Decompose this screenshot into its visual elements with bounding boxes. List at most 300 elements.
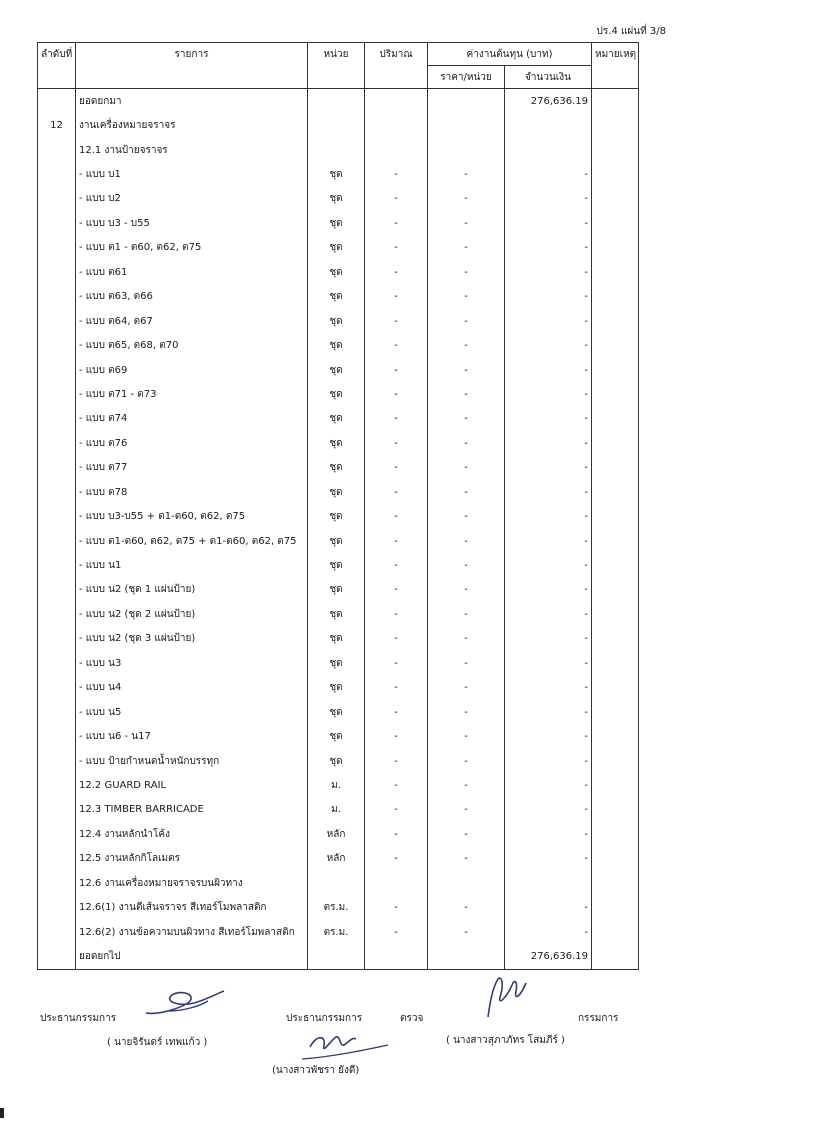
right-signer-label: กรรมการ bbox=[578, 1013, 619, 1024]
row-note bbox=[592, 553, 639, 577]
row-amount: - bbox=[505, 602, 592, 626]
row-item: - แบบ น6 - น17 bbox=[76, 724, 308, 748]
table-row bbox=[38, 260, 639, 284]
row-qty: - bbox=[365, 382, 428, 406]
row-unit-price: - bbox=[428, 358, 505, 382]
row-item: - แบบ ต63, ต66 bbox=[76, 285, 308, 309]
row-note bbox=[592, 407, 639, 431]
row-item: - แบบ ต77 bbox=[76, 456, 308, 480]
bottom-signer-name: (นางสาวพัชรา ยังดี) bbox=[272, 1065, 360, 1076]
row-unit-price: - bbox=[428, 529, 505, 553]
header-qty: ปริมาณ bbox=[365, 43, 428, 66]
row-qty: - bbox=[365, 651, 428, 675]
table-row bbox=[38, 724, 639, 748]
table-row bbox=[38, 871, 639, 895]
row-note bbox=[592, 382, 639, 406]
row-item: - แบบ ต76 bbox=[76, 431, 308, 455]
row-note bbox=[592, 920, 639, 944]
table-row bbox=[38, 211, 639, 235]
row-unit: ชุด bbox=[308, 627, 365, 651]
row-code bbox=[38, 89, 76, 114]
row-qty: - bbox=[365, 260, 428, 284]
row-note bbox=[592, 138, 639, 162]
row-item: - แบบ ต65, ต68, ต70 bbox=[76, 333, 308, 357]
row-unit-price: - bbox=[428, 700, 505, 724]
row-qty: - bbox=[365, 578, 428, 602]
table-row bbox=[38, 773, 639, 797]
header-note: หมายเหตุ bbox=[592, 43, 639, 66]
row-unit-price: - bbox=[428, 285, 505, 309]
row-unit-price: - bbox=[428, 382, 505, 406]
row-qty: - bbox=[365, 480, 428, 504]
row-unit-price bbox=[428, 138, 505, 162]
row-note bbox=[592, 700, 639, 724]
row-unit: ม. bbox=[308, 773, 365, 797]
table-row bbox=[38, 358, 639, 382]
table-row bbox=[38, 822, 639, 846]
table-row bbox=[38, 407, 639, 431]
row-unit-price: - bbox=[428, 504, 505, 528]
table-row bbox=[38, 602, 639, 626]
row-unit: ชุด bbox=[308, 285, 365, 309]
row-item: 12.6(2) งานข้อความบนผิวทาง สีเทอร์โมพลาสติก bbox=[76, 920, 308, 944]
row-qty: - bbox=[365, 285, 428, 309]
row-unit-price: - bbox=[428, 260, 505, 284]
row-qty: - bbox=[365, 676, 428, 700]
row-note bbox=[592, 504, 639, 528]
bottom-signature-mark bbox=[300, 1027, 390, 1063]
row-code bbox=[38, 187, 76, 211]
row-amount: - bbox=[505, 333, 592, 357]
scan-edge-mark bbox=[0, 1108, 4, 1118]
row-unit: ม. bbox=[308, 798, 365, 822]
row-amount: - bbox=[505, 676, 592, 700]
row-qty: - bbox=[365, 456, 428, 480]
row-unit-price: - bbox=[428, 309, 505, 333]
table-row bbox=[38, 285, 639, 309]
row-code bbox=[38, 871, 76, 895]
row-amount: - bbox=[505, 749, 592, 773]
header-spacer bbox=[592, 66, 639, 89]
table-row bbox=[38, 187, 639, 211]
row-unit: ชุด bbox=[308, 480, 365, 504]
row-code bbox=[38, 358, 76, 382]
row-amount: - bbox=[505, 382, 592, 406]
row-amount: - bbox=[505, 724, 592, 748]
row-unit-price bbox=[428, 871, 505, 895]
row-item: ยอดยกมา bbox=[76, 89, 308, 114]
row-code bbox=[38, 602, 76, 626]
row-note bbox=[592, 358, 639, 382]
row-unit-price: - bbox=[428, 798, 505, 822]
table-row bbox=[38, 89, 639, 114]
row-note bbox=[592, 236, 639, 260]
row-amount: - bbox=[505, 358, 592, 382]
header-spacer bbox=[365, 66, 428, 89]
row-unit-price: - bbox=[428, 822, 505, 846]
header-row-2 bbox=[38, 66, 639, 89]
row-amount: - bbox=[505, 456, 592, 480]
row-code bbox=[38, 260, 76, 284]
row-note bbox=[592, 309, 639, 333]
row-amount: - bbox=[505, 162, 592, 186]
row-qty: - bbox=[365, 920, 428, 944]
row-unit-price: - bbox=[428, 553, 505, 577]
row-amount: - bbox=[505, 211, 592, 235]
header-cost-group: ค่างานต้นทุน (บาท) bbox=[428, 43, 592, 66]
row-code bbox=[38, 895, 76, 919]
row-code bbox=[38, 382, 76, 406]
row-qty: - bbox=[365, 847, 428, 871]
row-qty: - bbox=[365, 700, 428, 724]
header-spacer bbox=[76, 66, 308, 89]
row-item: - แบบ ต61 bbox=[76, 260, 308, 284]
row-item: - แบบ น1 bbox=[76, 553, 308, 577]
row-unit: ชุด bbox=[308, 651, 365, 675]
table-row bbox=[38, 309, 639, 333]
row-code: 12 bbox=[38, 113, 76, 137]
row-qty: - bbox=[365, 309, 428, 333]
row-qty: - bbox=[365, 895, 428, 919]
row-qty: - bbox=[365, 553, 428, 577]
row-note bbox=[592, 773, 639, 797]
row-qty: - bbox=[365, 602, 428, 626]
row-qty: - bbox=[365, 773, 428, 797]
row-unit-price: - bbox=[428, 431, 505, 455]
row-qty: - bbox=[365, 431, 428, 455]
row-qty: - bbox=[365, 504, 428, 528]
row-item: - แบบ น2 (ชุด 1 แผ่นป้าย) bbox=[76, 578, 308, 602]
row-qty bbox=[365, 89, 428, 114]
row-amount: - bbox=[505, 847, 592, 871]
row-item: - แบบ ต69 bbox=[76, 358, 308, 382]
header-row-1 bbox=[38, 43, 639, 66]
row-unit-price: - bbox=[428, 895, 505, 919]
row-note bbox=[592, 822, 639, 846]
row-qty bbox=[365, 138, 428, 162]
row-note bbox=[592, 187, 639, 211]
header-spacer bbox=[308, 66, 365, 89]
check-label: ตรวจ bbox=[400, 1013, 424, 1024]
row-note bbox=[592, 578, 639, 602]
row-unit-price: - bbox=[428, 651, 505, 675]
row-amount: - bbox=[505, 309, 592, 333]
left-signer-label: ประธานกรรมการ bbox=[40, 1013, 117, 1024]
row-amount: - bbox=[505, 798, 592, 822]
row-item: - แบบ น4 bbox=[76, 676, 308, 700]
row-unit: ชุด bbox=[308, 724, 365, 748]
row-item: 12.6(1) งานตีเส้นจราจร สีเทอร์โมพลาสติก bbox=[76, 895, 308, 919]
header-unit: หน่วย bbox=[308, 43, 365, 66]
row-unit-price: - bbox=[428, 407, 505, 431]
row-note bbox=[592, 480, 639, 504]
row-code bbox=[38, 211, 76, 235]
table-row bbox=[38, 480, 639, 504]
right-signature-mark bbox=[478, 973, 538, 1023]
row-unit-price: - bbox=[428, 211, 505, 235]
row-note bbox=[592, 895, 639, 919]
row-unit-price: - bbox=[428, 749, 505, 773]
row-amount: - bbox=[505, 480, 592, 504]
row-note bbox=[592, 431, 639, 455]
row-unit: ชุด bbox=[308, 162, 365, 186]
table-row bbox=[38, 920, 639, 944]
row-qty: - bbox=[365, 407, 428, 431]
row-unit-price: - bbox=[428, 187, 505, 211]
row-qty: - bbox=[365, 798, 428, 822]
row-amount: - bbox=[505, 773, 592, 797]
page-label: ปร.4 แผ่นที่ 3/8 bbox=[596, 26, 666, 37]
row-code bbox=[38, 920, 76, 944]
row-item: 12.3 TIMBER BARRICADE bbox=[76, 798, 308, 822]
header-item: รายการ bbox=[76, 43, 308, 66]
table-row bbox=[38, 944, 639, 969]
row-unit-price: - bbox=[428, 578, 505, 602]
row-item: - แบบ บ2 bbox=[76, 187, 308, 211]
row-qty bbox=[365, 113, 428, 137]
row-unit bbox=[308, 138, 365, 162]
table-row bbox=[38, 676, 639, 700]
row-amount: - bbox=[505, 700, 592, 724]
header-amount: จำนวนเงิน bbox=[505, 66, 592, 89]
row-unit bbox=[308, 89, 365, 114]
row-code bbox=[38, 553, 76, 577]
row-code bbox=[38, 773, 76, 797]
row-note bbox=[592, 260, 639, 284]
row-item: - แบบ น5 bbox=[76, 700, 308, 724]
table-row bbox=[38, 578, 639, 602]
left-signer-name: ( นายจิรันดร์ เทพแก้ว ) bbox=[107, 1037, 208, 1048]
row-code bbox=[38, 651, 76, 675]
row-unit: ชุด bbox=[308, 358, 365, 382]
center-signer-label: ประธานกรรมการ bbox=[286, 1013, 363, 1024]
row-item: - แบบ ต71 - ต73 bbox=[76, 382, 308, 406]
row-note bbox=[592, 602, 639, 626]
table-row bbox=[38, 431, 639, 455]
table-row bbox=[38, 162, 639, 186]
table-row bbox=[38, 895, 639, 919]
row-amount: - bbox=[505, 431, 592, 455]
row-amount: - bbox=[505, 529, 592, 553]
row-code bbox=[38, 700, 76, 724]
row-code bbox=[38, 944, 76, 969]
row-unit: ชุด bbox=[308, 749, 365, 773]
row-item: - แบบ น2 (ชุด 2 แผ่นป้าย) bbox=[76, 602, 308, 626]
signature-area bbox=[0, 985, 816, 1095]
row-item: 12.1 งานป้ายจราจร bbox=[76, 138, 308, 162]
row-code bbox=[38, 138, 76, 162]
row-unit-price bbox=[428, 113, 505, 137]
row-amount bbox=[505, 871, 592, 895]
row-unit: ชุด bbox=[308, 309, 365, 333]
row-note bbox=[592, 871, 639, 895]
row-unit-price: - bbox=[428, 236, 505, 260]
row-item: - แบบ บ3-บ55 + ต1-ต60, ต62, ต75 bbox=[76, 504, 308, 528]
row-note bbox=[592, 285, 639, 309]
row-unit-price: - bbox=[428, 627, 505, 651]
row-code bbox=[38, 724, 76, 748]
row-qty: - bbox=[365, 358, 428, 382]
row-unit: ชุด bbox=[308, 382, 365, 406]
row-unit-price: - bbox=[428, 847, 505, 871]
row-item: งานเครื่องหมายจราจร bbox=[76, 113, 308, 137]
row-amount: - bbox=[505, 553, 592, 577]
row-unit-price: - bbox=[428, 456, 505, 480]
row-qty: - bbox=[365, 162, 428, 186]
row-code bbox=[38, 847, 76, 871]
row-amount: - bbox=[505, 920, 592, 944]
row-unit: ชุด bbox=[308, 578, 365, 602]
row-amount: - bbox=[505, 260, 592, 284]
row-item: - แบบ น2 (ชุด 3 แผ่นป้าย) bbox=[76, 627, 308, 651]
row-item: ยอดยกไป bbox=[76, 944, 308, 969]
row-code bbox=[38, 529, 76, 553]
row-item: 12.5 งานหลักกิโลเมตร bbox=[76, 847, 308, 871]
row-unit-price: - bbox=[428, 162, 505, 186]
row-item: 12.6 งานเครื่องหมายจราจรบนผิวทาง bbox=[76, 871, 308, 895]
row-note bbox=[592, 651, 639, 675]
row-note bbox=[592, 89, 639, 114]
row-unit bbox=[308, 113, 365, 137]
table-row bbox=[38, 847, 639, 871]
table-row bbox=[38, 529, 639, 553]
row-amount: - bbox=[505, 822, 592, 846]
row-unit-price: - bbox=[428, 676, 505, 700]
header-code: ลำดับที่ bbox=[38, 43, 76, 66]
row-note bbox=[592, 798, 639, 822]
row-note bbox=[592, 113, 639, 137]
row-note bbox=[592, 847, 639, 871]
row-code bbox=[38, 333, 76, 357]
row-unit-price: - bbox=[428, 920, 505, 944]
row-item: 12.4 งานหลักนำโค้ง bbox=[76, 822, 308, 846]
row-qty: - bbox=[365, 529, 428, 553]
row-code bbox=[38, 431, 76, 455]
table-row bbox=[38, 504, 639, 528]
table-row bbox=[38, 651, 639, 675]
row-qty: - bbox=[365, 187, 428, 211]
row-code bbox=[38, 749, 76, 773]
table-row bbox=[38, 236, 639, 260]
table-row bbox=[38, 456, 639, 480]
header-spacer bbox=[38, 66, 76, 89]
table-row bbox=[38, 553, 639, 577]
row-unit-price: - bbox=[428, 773, 505, 797]
row-qty: - bbox=[365, 333, 428, 357]
row-qty bbox=[365, 944, 428, 969]
row-amount: - bbox=[505, 651, 592, 675]
row-qty bbox=[365, 871, 428, 895]
row-code bbox=[38, 162, 76, 186]
row-unit: ชุด bbox=[308, 407, 365, 431]
row-unit-price: - bbox=[428, 333, 505, 357]
row-qty: - bbox=[365, 724, 428, 748]
row-unit-price: - bbox=[428, 480, 505, 504]
row-unit: ตร.ม. bbox=[308, 895, 365, 919]
row-unit-price bbox=[428, 944, 505, 969]
row-unit: ชุด bbox=[308, 553, 365, 577]
table-row bbox=[38, 700, 639, 724]
row-amount: - bbox=[505, 187, 592, 211]
row-unit: ชุด bbox=[308, 676, 365, 700]
row-amount bbox=[505, 138, 592, 162]
row-note bbox=[592, 749, 639, 773]
row-code bbox=[38, 236, 76, 260]
row-unit: ชุด bbox=[308, 260, 365, 284]
row-item: - แบบ ต74 bbox=[76, 407, 308, 431]
row-amount bbox=[505, 113, 592, 137]
row-amount: - bbox=[505, 236, 592, 260]
row-item: 12.2 GUARD RAIL bbox=[76, 773, 308, 797]
row-note bbox=[592, 211, 639, 235]
row-unit: หลัก bbox=[308, 822, 365, 846]
row-item: - แบบ ต1-ต60, ต62, ต75 + ต1-ต60, ต62, ต75 bbox=[76, 529, 308, 553]
row-unit: ชุด bbox=[308, 187, 365, 211]
row-unit bbox=[308, 871, 365, 895]
row-amount: - bbox=[505, 407, 592, 431]
row-item: - แบบ น3 bbox=[76, 651, 308, 675]
row-item: - แบบ ต1 - ต60, ต62, ต75 bbox=[76, 236, 308, 260]
row-qty: - bbox=[365, 627, 428, 651]
row-code bbox=[38, 822, 76, 846]
row-code bbox=[38, 504, 76, 528]
row-unit bbox=[308, 944, 365, 969]
row-unit: ชุด bbox=[308, 333, 365, 357]
row-code bbox=[38, 627, 76, 651]
row-unit: ชุด bbox=[308, 504, 365, 528]
table-row bbox=[38, 382, 639, 406]
header-unit-price: ราคา/หน่วย bbox=[428, 66, 505, 89]
row-code bbox=[38, 798, 76, 822]
row-qty: - bbox=[365, 211, 428, 235]
row-unit: ชุด bbox=[308, 236, 365, 260]
row-code bbox=[38, 456, 76, 480]
row-amount: 276,636.19 bbox=[505, 89, 592, 114]
row-qty: - bbox=[365, 822, 428, 846]
table-row bbox=[38, 113, 639, 137]
cost-table bbox=[37, 42, 639, 970]
row-code bbox=[38, 676, 76, 700]
row-note bbox=[592, 333, 639, 357]
row-note bbox=[592, 456, 639, 480]
row-item: - แบบ ป้ายกำหนดน้ำหนักบรรทุก bbox=[76, 749, 308, 773]
row-amount: - bbox=[505, 285, 592, 309]
row-code bbox=[38, 285, 76, 309]
row-item: - แบบ ต78 bbox=[76, 480, 308, 504]
row-unit: หลัก bbox=[308, 847, 365, 871]
row-unit: ชุด bbox=[308, 431, 365, 455]
row-unit-price: - bbox=[428, 602, 505, 626]
left-signature-mark bbox=[138, 985, 228, 1021]
row-amount: - bbox=[505, 578, 592, 602]
row-amount: 276,636.19 bbox=[505, 944, 592, 969]
row-note bbox=[592, 162, 639, 186]
table-row bbox=[38, 798, 639, 822]
row-unit-price: - bbox=[428, 724, 505, 748]
row-unit: ชุด bbox=[308, 529, 365, 553]
row-note bbox=[592, 529, 639, 553]
row-note bbox=[592, 724, 639, 748]
row-code bbox=[38, 480, 76, 504]
row-note bbox=[592, 676, 639, 700]
row-unit: ตร.ม. bbox=[308, 920, 365, 944]
table-row bbox=[38, 627, 639, 651]
row-code bbox=[38, 407, 76, 431]
row-code bbox=[38, 578, 76, 602]
row-note bbox=[592, 944, 639, 969]
row-unit: ชุด bbox=[308, 211, 365, 235]
right-signer-name: ( นางสาวสุภาภัทร โสมภีร์ ) bbox=[446, 1035, 565, 1046]
